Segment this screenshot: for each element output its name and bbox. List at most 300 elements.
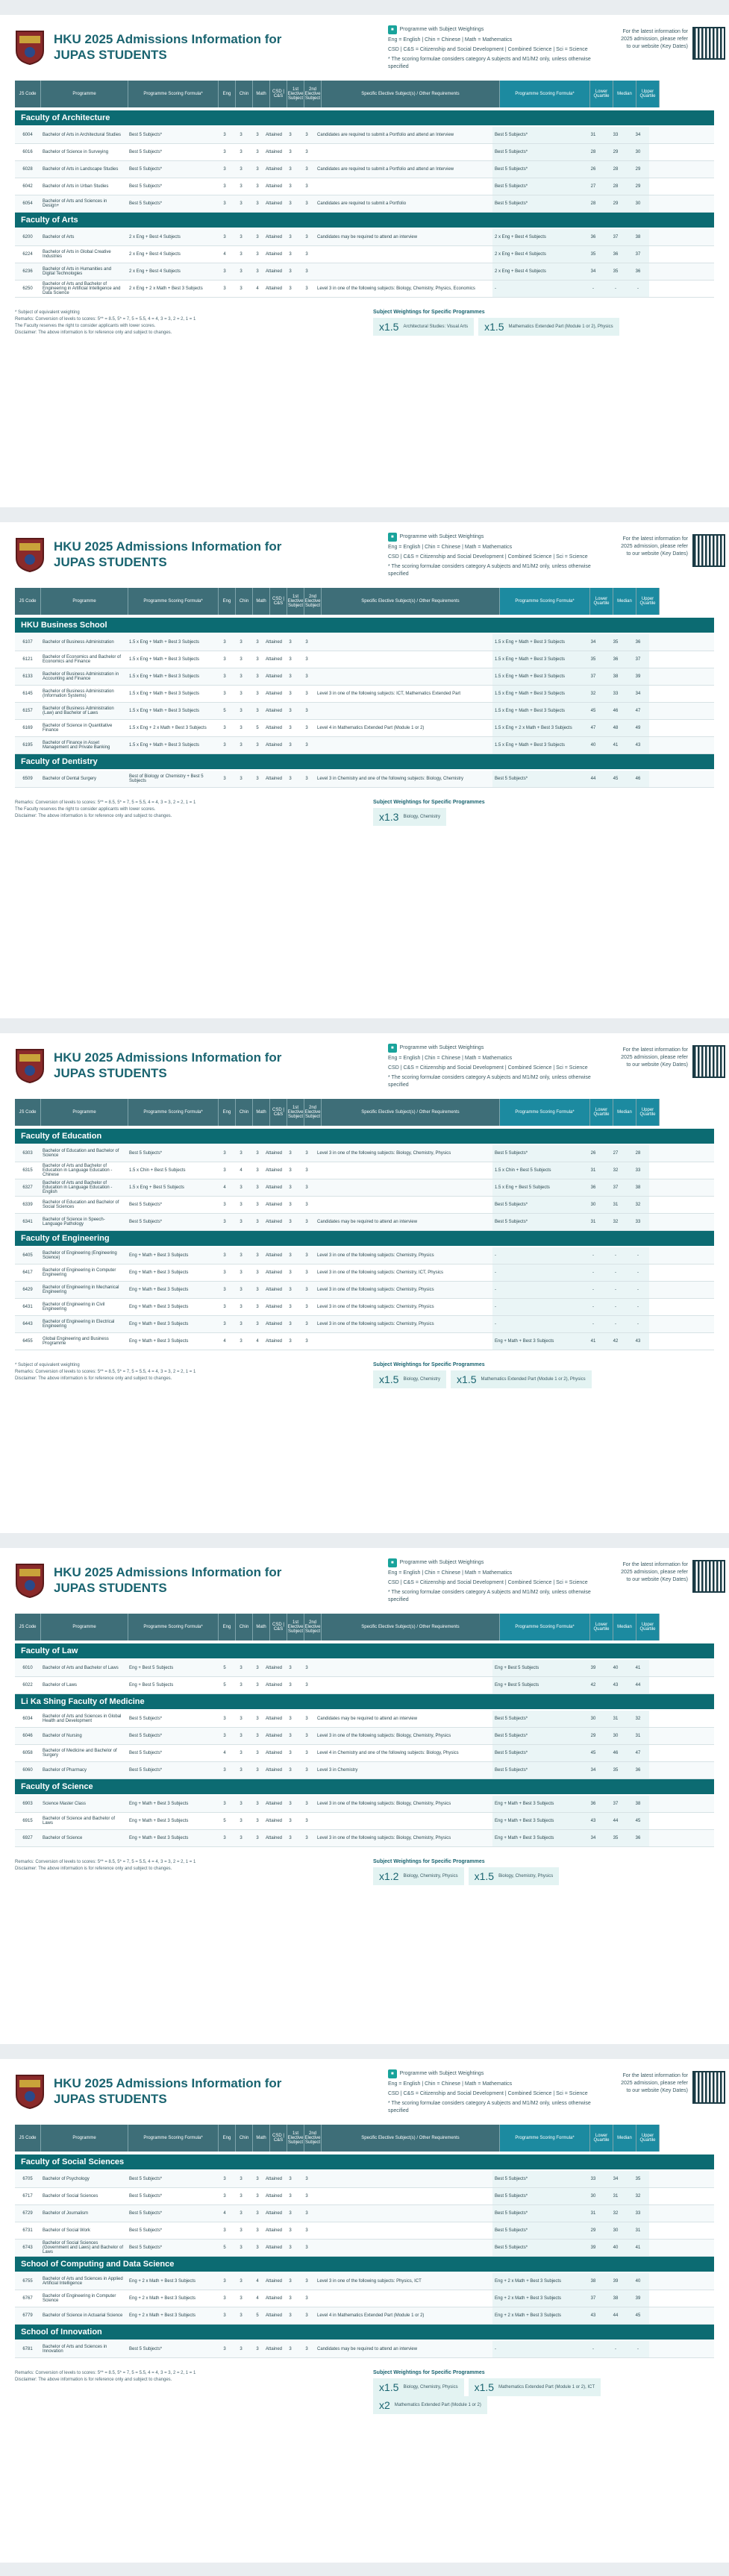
minimum-level: Attained xyxy=(265,1185,283,1190)
minimum-level: 3 xyxy=(305,1151,308,1156)
minimum-level: 5 xyxy=(223,1666,226,1670)
minimum-level: 3 xyxy=(289,2177,292,2181)
minimum-level: 3 xyxy=(223,1168,226,1173)
admission-score: 36 xyxy=(627,1762,649,1779)
table-row xyxy=(15,1762,714,1779)
header-cell: 1st Elective Subject xyxy=(287,81,304,107)
header-cell: 2nd Elective Subject xyxy=(304,1099,322,1126)
table-row xyxy=(15,1745,714,1762)
table-row xyxy=(15,720,714,737)
minimum-level: Attained xyxy=(265,2246,283,2250)
weighting-factor: x2 xyxy=(379,2399,390,2411)
admission-score: 39 xyxy=(582,1660,604,1676)
legend-text: * The scoring formulae considers category A subjects and M1/M2 only, unless otherwise specified xyxy=(388,2101,591,2113)
minimum-level: Attained xyxy=(265,1168,283,1173)
weighting-tag: ■ xyxy=(388,1558,397,1567)
header-cell: Upper Quartile xyxy=(636,81,660,107)
admission-score: 41 xyxy=(627,1660,649,1676)
specific-requirements xyxy=(315,2240,492,2256)
minimum-level: 3 xyxy=(305,2347,308,2351)
header-cell: Lower Quartile xyxy=(590,81,613,107)
header-cell: Median xyxy=(613,2125,636,2152)
minimum-level: Attained xyxy=(265,2313,283,2318)
admission-score: 45 xyxy=(627,1813,649,1829)
minimum-level: 3 xyxy=(256,640,259,645)
minimum-level: 3 xyxy=(305,726,308,730)
subject-weightings xyxy=(373,1362,716,1388)
minimum-level: Attained xyxy=(265,150,283,154)
programme-name: Bachelor of Social Sciences (Government and Laws) and Bachelor of Laws xyxy=(43,2241,124,2254)
legend-line xyxy=(388,533,612,542)
specific-requirements xyxy=(315,1162,492,1179)
minimum-level: 3 xyxy=(289,2313,292,2318)
programme-code: 6781 xyxy=(22,2347,33,2351)
minimum-level: 3 xyxy=(289,2279,292,2284)
minimum-level: 3 xyxy=(305,286,308,291)
qr-caption: For the latest information for 2025 admission, please refer to our website (Key Dates) xyxy=(621,1047,688,1068)
header-cell: Programme Scoring Formula* xyxy=(500,588,590,615)
minimum-level: 3 xyxy=(256,1151,259,1156)
faculty-section-header: Li Ka Shing Faculty of Medicine xyxy=(15,1694,714,1709)
minimum-level: 3 xyxy=(305,150,308,154)
minimum-level: 3 xyxy=(240,235,243,239)
admission-score: 39 xyxy=(582,2240,604,2256)
scoring-formula: Eng + Math + Best 3 Subjects xyxy=(129,1322,189,1326)
minimum-level: 4 xyxy=(256,2296,259,2301)
admission-score: - xyxy=(604,281,627,297)
minimum-level: 3 xyxy=(289,1220,292,1224)
specific-requirements: Level 3 in Chemistry xyxy=(317,1768,358,1773)
scoring-formula: Eng + Best 5 Subjects xyxy=(129,1683,174,1687)
minimum-level: 3 xyxy=(240,657,243,662)
programme-name: Bachelor of Arts and Bachelor of Engineering in Artificial Intelligence and Data Science xyxy=(43,282,121,295)
scoring-formula-2024: 1.5 x Eng + Best 5 Subjects xyxy=(492,1179,582,1196)
header-cell: Programme xyxy=(41,1614,128,1640)
scoring-formula: Best 5 Subjects* xyxy=(129,1717,163,1721)
programme-code: 6729 xyxy=(22,2211,33,2216)
programme-name: Bachelor of Arts in Urban Studies xyxy=(43,184,109,189)
weighting-box xyxy=(373,1370,446,1388)
minimum-level: 3 xyxy=(289,1305,292,1309)
legend-line xyxy=(388,1044,612,1053)
minimum-level: 3 xyxy=(256,2211,259,2216)
table-row xyxy=(15,281,714,298)
minimum-level: Attained xyxy=(265,2211,283,2216)
admission-score: 45 xyxy=(582,1745,604,1761)
minimum-level: 5 xyxy=(223,709,226,713)
specific-requirements xyxy=(315,2222,492,2239)
admission-score: 34 xyxy=(604,2171,627,2187)
scoring-formula: Best 5 Subjects* xyxy=(129,184,163,189)
minimum-level: 3 xyxy=(223,2313,226,2318)
scoring-formula: 1.5 x Eng + Best 5 Subjects xyxy=(129,1185,184,1190)
legend-text: * The scoring formulae considers category A subjects and M1/M2 only, unless otherwise specified xyxy=(388,57,591,69)
minimum-level: 3 xyxy=(223,1203,226,1207)
minimum-level: 3 xyxy=(289,1253,292,1258)
minimum-level: 4 xyxy=(223,1751,226,1755)
table-row xyxy=(15,1299,714,1316)
specific-requirements xyxy=(315,144,492,160)
admission-score: 37 xyxy=(627,246,649,263)
programme-code: 6315 xyxy=(22,1168,33,1173)
table-row xyxy=(15,2222,714,2240)
minimum-level: 3 xyxy=(223,1802,226,1806)
admission-score: 33 xyxy=(627,1214,649,1230)
admission-score: 33 xyxy=(627,2205,649,2222)
programme-code: 6145 xyxy=(22,692,33,696)
header-cell: JS Code xyxy=(15,1099,41,1126)
scoring-formula-2024: 1.5 x Eng + Math + Best 3 Subjects xyxy=(492,634,582,651)
scoring-formula: Best of Biology or Chemistry + Best 5 Subjects xyxy=(129,774,204,783)
scoring-formula: Best 5 Subjects* xyxy=(129,1734,163,1738)
title-line-2: JUPAS STUDENTS xyxy=(54,555,167,569)
remark-line: The Faculty reserves the right to consider applicants with lower scores. xyxy=(15,807,156,812)
table-row xyxy=(15,246,714,263)
specific-requirements: Level 3 in Chemistry and one of the following subjects: Biology, Chemistry xyxy=(317,777,463,781)
minimum-level: 3 xyxy=(240,1220,243,1224)
table-row xyxy=(15,1214,714,1231)
minimum-level: 3 xyxy=(305,2177,308,2181)
scoring-formula: Best 5 Subjects* xyxy=(129,2194,163,2199)
specific-requirements: Candidates may be required to attend an interview xyxy=(317,1717,418,1721)
admission-score: 38 xyxy=(627,229,649,245)
admission-score: 37 xyxy=(604,229,627,245)
legend-line xyxy=(388,2081,612,2088)
legend-line xyxy=(388,2069,612,2078)
scoring-formula-2024: Best 5 Subjects* xyxy=(492,2205,582,2222)
specific-requirements xyxy=(315,634,492,651)
weighting-factor: x1.2 xyxy=(379,1870,399,1882)
remark-line: Disclaimer: The above information is for reference only and subject to changes. xyxy=(15,1376,172,1381)
admission-score: 45 xyxy=(604,771,627,787)
programme-name: Bachelor of Business Administration xyxy=(43,640,114,645)
header-cell: Programme Scoring Formula* xyxy=(500,2125,590,2152)
legend-line xyxy=(388,25,612,34)
scoring-formula-2024: Best 5 Subjects* xyxy=(492,1745,582,1761)
programme-name: Bachelor of Education and Bachelor of Science xyxy=(43,1149,119,1158)
header-cell: Lower Quartile xyxy=(590,2125,613,2152)
title-line-2: JUPAS STUDENTS xyxy=(54,1581,167,1595)
header-cell: JS Code xyxy=(15,81,41,107)
faculty-section-header: Faculty of Dentistry xyxy=(15,754,714,769)
specific-requirements xyxy=(315,703,492,719)
table-row xyxy=(15,229,714,246)
programme-name: Bachelor of Arts and Sciences in Innovation xyxy=(43,2345,107,2354)
minimum-level: 3 xyxy=(305,2194,308,2199)
minimum-level: 3 xyxy=(223,2177,226,2181)
specific-requirements xyxy=(315,1197,492,1213)
table-row xyxy=(15,1677,714,1694)
programme-name: Bachelor of Engineering in Computer Science xyxy=(43,2294,116,2303)
admission-score: 40 xyxy=(582,737,604,753)
minimum-level: 3 xyxy=(305,2228,308,2233)
legend-text: * The scoring formulae considers category A subjects and M1/M2 only, unless otherwise specified xyxy=(388,1590,591,1602)
programme-name: Bachelor of Education and Bachelor of Social Sciences xyxy=(43,1200,119,1209)
weightings-title: Subject Weightings for Specific Programmes xyxy=(373,310,485,315)
minimum-level: 3 xyxy=(256,674,259,679)
admission-score: 35 xyxy=(627,2171,649,2187)
programme-name: Bachelor of Economics and Bachelor of Economics and Finance xyxy=(43,655,122,664)
minimum-level: 3 xyxy=(305,2296,308,2301)
legend xyxy=(388,1044,612,1091)
faculty-section-header: Faculty of Science xyxy=(15,1779,714,1794)
programme-code: 6767 xyxy=(22,2296,33,2301)
minimum-level: 3 xyxy=(240,777,243,781)
specific-requirements: Level 4 in Mathematics Extended Part (Module 1 or 2) xyxy=(317,2313,425,2318)
minimum-level: 3 xyxy=(256,150,259,154)
admission-score: 27 xyxy=(604,1145,627,1162)
minimum-level: 3 xyxy=(240,743,243,748)
minimum-level: 3 xyxy=(256,269,259,274)
qr-caption: For the latest information for 2025 admission, please refer to our website (Key Dates) xyxy=(621,536,688,557)
scoring-formula: Eng + Math + Best 3 Subjects xyxy=(129,1288,189,1292)
table-row xyxy=(15,1830,714,1847)
minimum-level: Attained xyxy=(265,1836,283,1840)
admission-score: 36 xyxy=(627,1830,649,1846)
table-row xyxy=(15,1265,714,1282)
minimum-level: 3 xyxy=(305,640,308,645)
minimum-level: 3 xyxy=(256,1220,259,1224)
weighting-subjects: Mathematics Extended Part (Module 1 or 2), ICT xyxy=(498,2385,595,2389)
specific-requirements: Level 3 in one of the following subjects: Biology, Chemistry, Physics xyxy=(317,1151,451,1156)
minimum-level: 4 xyxy=(256,286,259,291)
qr-code-icon[interactable] xyxy=(692,27,725,60)
programme-name: Bachelor of Arts and Sciences in Global Health and Development xyxy=(43,1714,122,1723)
minimum-level: 3 xyxy=(223,1734,226,1738)
table-header xyxy=(15,2125,714,2152)
minimum-level: 3 xyxy=(240,2296,243,2301)
minimum-level: 3 xyxy=(289,2228,292,2233)
minimum-level: 3 xyxy=(305,2313,308,2318)
minimum-level: 3 xyxy=(289,674,292,679)
header-cell: Programme Scoring Formula* xyxy=(500,1614,590,1640)
minimum-level: 3 xyxy=(256,1253,259,1258)
scoring-formula: 1.5 x Eng + Math + Best 3 Subjects xyxy=(129,692,200,696)
scoring-formula: 2 x Eng + Best 4 Subjects xyxy=(129,269,181,274)
qr-code-icon[interactable] xyxy=(692,1045,725,1078)
minimum-level: 3 xyxy=(305,2279,308,2284)
admission-score: 32 xyxy=(627,1711,649,1727)
specific-requirements: Candidates may be required to attend an interview xyxy=(317,1220,418,1224)
minimum-level: 3 xyxy=(223,1270,226,1275)
programme-name: Bachelor of Arts and Bachelor of Education in Language Education - Chinese xyxy=(43,1164,113,1177)
scoring-formula: 2 x Eng + 2 x Math + Best 3 Subjects xyxy=(129,286,203,291)
scoring-formula: Best 5 Subjects* xyxy=(129,2228,163,2233)
minimum-level: Attained xyxy=(265,167,283,172)
programme-code: 6303 xyxy=(22,1151,33,1156)
legend-text: Programme with Subject Weightings xyxy=(399,27,484,32)
admission-score: 30 xyxy=(627,195,649,212)
header-cell: Math xyxy=(253,1614,270,1640)
hku-crest-icon xyxy=(15,30,45,66)
minimum-level: 3 xyxy=(289,201,292,206)
minimum-level: Attained xyxy=(265,1734,283,1738)
programme-code: 6405 xyxy=(22,1253,33,1258)
minimum-level: 3 xyxy=(240,2194,243,2199)
scoring-formula-2024: Best 5 Subjects* xyxy=(492,1762,582,1779)
minimum-level: 3 xyxy=(240,1683,243,1687)
minimum-level: 3 xyxy=(289,1151,292,1156)
admission-score: 32 xyxy=(604,1162,627,1179)
minimum-level: 3 xyxy=(256,235,259,239)
weighting-box xyxy=(451,1370,592,1388)
specific-requirements: Level 3 in one of the following subjects: Physics, ICT xyxy=(317,2279,422,2284)
scoring-formula-2024: 1.5 x Eng + 2 x Math + Best 3 Subjects xyxy=(492,720,582,736)
subject-weightings xyxy=(373,1859,716,1885)
remark-line: Disclaimer: The above information is for reference only and subject to changes. xyxy=(15,814,172,818)
scoring-formula: Eng + Math + Best 3 Subjects xyxy=(129,1305,189,1309)
qr-code-icon[interactable] xyxy=(692,534,725,567)
remark-line: Remarks: Conversion of levels to scores: 5** = 8.5, 5* = 7, 5 = 5.5, 4 = 4, 3 = 3, 2 = 2, 1 = 1 xyxy=(15,800,196,805)
header-cell: Eng xyxy=(219,1099,236,1126)
scoring-formula: Eng + Math + Best 3 Subjects xyxy=(129,1802,189,1806)
page-title xyxy=(54,1050,281,1081)
header-cell: Upper Quartile xyxy=(636,2125,660,2152)
weighting-tag: ■ xyxy=(388,2069,397,2078)
minimum-level: Attained xyxy=(265,2296,283,2301)
minimum-level: 3 xyxy=(305,1734,308,1738)
table-row xyxy=(15,703,714,720)
minimum-level: 3 xyxy=(289,252,292,257)
scoring-formula: 1.5 x Eng + 2 x Math + Best 3 Subjects xyxy=(129,726,207,730)
specific-requirements: Level 3 in one of the following subjects: Biology, Chemistry, Physics xyxy=(317,1734,451,1738)
minimum-level: 3 xyxy=(223,2194,226,2199)
admission-score: 30 xyxy=(582,1197,604,1213)
admission-score: 39 xyxy=(627,668,649,685)
admission-score: 36 xyxy=(604,246,627,263)
specific-requirements: Level 3 in one of the following subjects: Biology, Chemistry, Physics, Economics xyxy=(317,286,475,291)
minimum-level: Attained xyxy=(265,726,283,730)
header-cell: Median xyxy=(613,81,636,107)
specific-requirements xyxy=(315,668,492,685)
faculty-section-header: HKU Business School xyxy=(15,618,714,633)
scoring-formula-2024: Best 5 Subjects* xyxy=(492,178,582,195)
programme-code: 6010 xyxy=(22,1666,33,1670)
header-cell: Programme Scoring Formula* xyxy=(128,1099,219,1126)
specific-requirements xyxy=(315,1677,492,1693)
admission-score: 28 xyxy=(582,144,604,160)
qr-code-icon[interactable] xyxy=(692,2071,725,2104)
programme-code: 6058 xyxy=(22,1751,33,1755)
table-row xyxy=(15,1316,714,1333)
table-row xyxy=(15,2205,714,2222)
table-row xyxy=(15,1333,714,1350)
table-row xyxy=(15,668,714,686)
minimum-level: 3 xyxy=(240,167,243,172)
title-line-1: HKU 2025 Admissions Information for xyxy=(54,539,282,554)
specific-requirements xyxy=(315,1179,492,1196)
programme-code: 6224 xyxy=(22,252,33,257)
minimum-level: 3 xyxy=(223,640,226,645)
admission-score: 44 xyxy=(582,771,604,787)
admission-score: - xyxy=(627,1282,649,1298)
minimum-level: 3 xyxy=(223,1322,226,1326)
scoring-formula: 1.5 x Eng + Math + Best 3 Subjects xyxy=(129,743,200,748)
programme-code: 6133 xyxy=(22,674,33,679)
scoring-formula: Best 5 Subjects* xyxy=(129,133,163,137)
table-row xyxy=(15,1711,714,1728)
admission-score: 31 xyxy=(627,2222,649,2239)
minimum-level: 3 xyxy=(289,1339,292,1344)
admission-score: 35 xyxy=(604,1762,627,1779)
minimum-level: 3 xyxy=(256,1717,259,1721)
scoring-formula-2024: 1.5 x Eng + Math + Best 3 Subjects xyxy=(492,737,582,753)
admission-score: 37 xyxy=(582,668,604,685)
minimum-level: 3 xyxy=(223,286,226,291)
admission-score: 42 xyxy=(604,1333,627,1350)
faculty-section-header: Faculty of Architecture xyxy=(15,110,714,125)
table-row xyxy=(15,2188,714,2205)
weightings-title: Subject Weightings for Specific Programmes xyxy=(373,800,485,805)
subject-weightings xyxy=(373,800,716,826)
admission-score: 30 xyxy=(582,1711,604,1727)
weighting-tag: ■ xyxy=(388,533,397,542)
admission-score: 46 xyxy=(627,771,649,787)
minimum-level: 3 xyxy=(305,1836,308,1840)
legend-line xyxy=(388,1570,612,1577)
brochure-page xyxy=(0,1033,729,1533)
minimum-level: 3 xyxy=(223,133,226,137)
header-cell: Programme xyxy=(41,81,128,107)
minimum-level: 3 xyxy=(305,235,308,239)
qr-code-icon[interactable] xyxy=(692,1560,725,1593)
table-header xyxy=(15,1099,714,1126)
admission-score: 36 xyxy=(627,263,649,280)
minimum-level: 4 xyxy=(240,1168,243,1173)
weighting-factor: x1.5 xyxy=(474,2381,495,2393)
admission-score: 35 xyxy=(582,246,604,263)
page-header xyxy=(0,1548,729,1614)
scoring-formula-2024: 1.5 x Eng + Math + Best 3 Subjects xyxy=(492,651,582,668)
admission-score: 28 xyxy=(627,1145,649,1162)
table-row xyxy=(15,686,714,703)
scoring-formula: Best 5 Subjects* xyxy=(129,2347,163,2351)
minimum-level: Attained xyxy=(265,1802,283,1806)
minimum-level: 3 xyxy=(240,252,243,257)
brochure-page xyxy=(0,2059,729,2563)
admission-score: 32 xyxy=(604,1214,627,1230)
minimum-level: 3 xyxy=(305,167,308,172)
programme-code: 6022 xyxy=(22,1683,33,1687)
scoring-formula-2024: Best 5 Subjects* xyxy=(492,2222,582,2239)
minimum-level: Attained xyxy=(265,1305,283,1309)
admission-score: 35 xyxy=(604,1830,627,1846)
hku-crest-icon xyxy=(15,1048,45,1084)
minimum-level: 3 xyxy=(289,1717,292,1721)
minimum-level: 3 xyxy=(289,1819,292,1823)
minimum-level: Attained xyxy=(265,184,283,189)
scoring-formula-2024: Best 5 Subjects* xyxy=(492,2188,582,2204)
admission-score: 43 xyxy=(604,1677,627,1693)
header-cell: Upper Quartile xyxy=(636,588,660,615)
header-cell: 2nd Elective Subject xyxy=(304,2125,322,2152)
scoring-formula-2024: - xyxy=(492,1282,582,1298)
hku-crest-icon xyxy=(15,537,45,573)
weighting-box xyxy=(469,2378,601,2396)
minimum-level: 3 xyxy=(289,184,292,189)
programme-code: 6046 xyxy=(22,1734,33,1738)
admission-score: 47 xyxy=(582,720,604,736)
programme-code: 6028 xyxy=(22,167,33,172)
admission-score: 34 xyxy=(627,686,649,702)
legend-text: Programme with Subject Weightings xyxy=(399,534,484,539)
header-cell: Lower Quartile xyxy=(590,1099,613,1126)
minimum-level: 3 xyxy=(240,1751,243,1755)
header-cell: Chin xyxy=(236,588,253,615)
admission-score: 33 xyxy=(604,686,627,702)
admission-score: 43 xyxy=(582,2307,604,2324)
specific-requirements: Candidates may be required to attend an interview xyxy=(317,2347,418,2351)
